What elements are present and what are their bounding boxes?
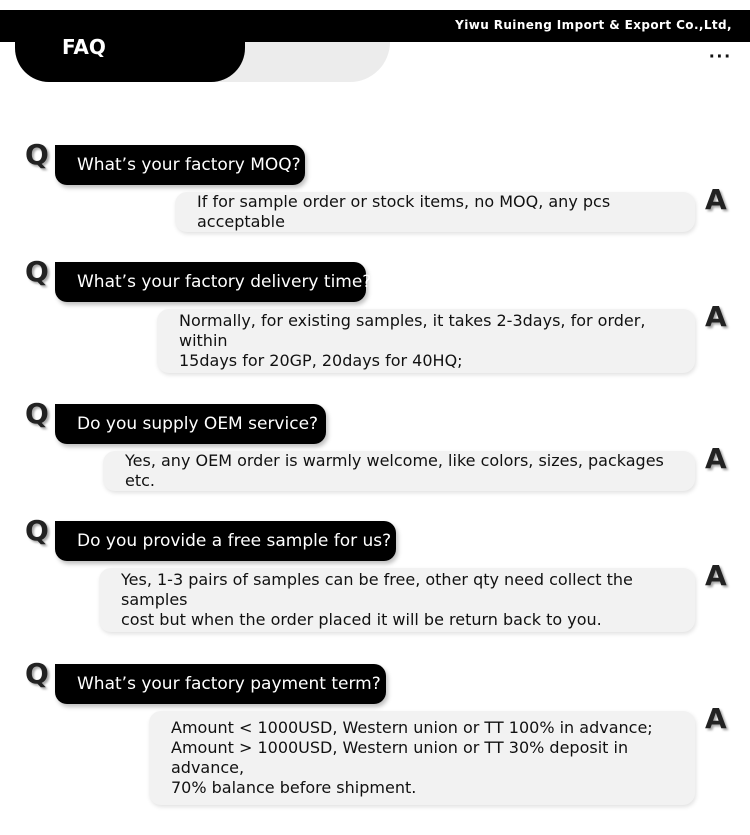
question-text: What’s your factory delivery time? [77, 272, 372, 292]
faq-tab [15, 38, 245, 82]
answer-line: Amount > 1000USD, Western union or TT 30% deposit in advance, [171, 738, 629, 777]
question-bubble [55, 404, 326, 444]
page-title: FAQ [62, 35, 106, 59]
answer-bubble [157, 309, 695, 373]
answer-marker-icon: A [705, 183, 727, 216]
question-text: What’s your factory payment term? [77, 674, 381, 694]
answer-bubble [99, 568, 695, 632]
question-text: Do you provide a free sample for us? [77, 531, 392, 551]
answer-line: 70% balance before shipment. [171, 778, 417, 797]
answer-marker-icon: A [705, 442, 727, 475]
question-bubble [55, 262, 372, 302]
answer-marker-icon: A [705, 559, 727, 592]
answer-line: Amount < 1000USD, Western union or TT 100% in advance; [171, 718, 653, 737]
answer-marker-icon: A [705, 300, 727, 333]
answer-bubble [103, 451, 695, 491]
question-marker-icon: Q [25, 138, 49, 171]
answer-line: Yes, any OEM order is warmly welcome, like colors, sizes, packages etc. [125, 451, 664, 490]
answer-line: cost but when the order placed it will be return back to you. [121, 610, 602, 629]
answer-line: Yes, 1-3 pairs of samples can be free, other qty need collect the samples [121, 570, 633, 609]
question-marker-icon: Q [25, 397, 49, 430]
question-marker-icon: Q [25, 657, 49, 690]
answer-marker-icon: A [705, 702, 727, 735]
question-bubble [55, 521, 396, 561]
company-name: Yiwu Ruineng Import & Export Co.,Ltd, [455, 18, 732, 32]
answer-line: If for sample order or stock items, no MOQ, any pcs acceptable [197, 192, 611, 231]
more-horizontal-icon[interactable]: ··· [709, 46, 732, 68]
answer-bubble [175, 192, 695, 232]
question-bubble [55, 664, 386, 704]
answer-line: Normally, for existing samples, it takes 2-3days, for order, within [179, 311, 646, 350]
question-marker-icon: Q [25, 514, 49, 547]
question-bubble [55, 145, 305, 185]
question-text: Do you supply OEM service? [77, 414, 319, 434]
answer-line: 15days for 20GP, 20days for 40HQ; [179, 351, 463, 370]
question-marker-icon: Q [25, 255, 49, 288]
answer-bubble [149, 711, 695, 805]
question-text: What’s your factory MOQ? [77, 155, 301, 175]
